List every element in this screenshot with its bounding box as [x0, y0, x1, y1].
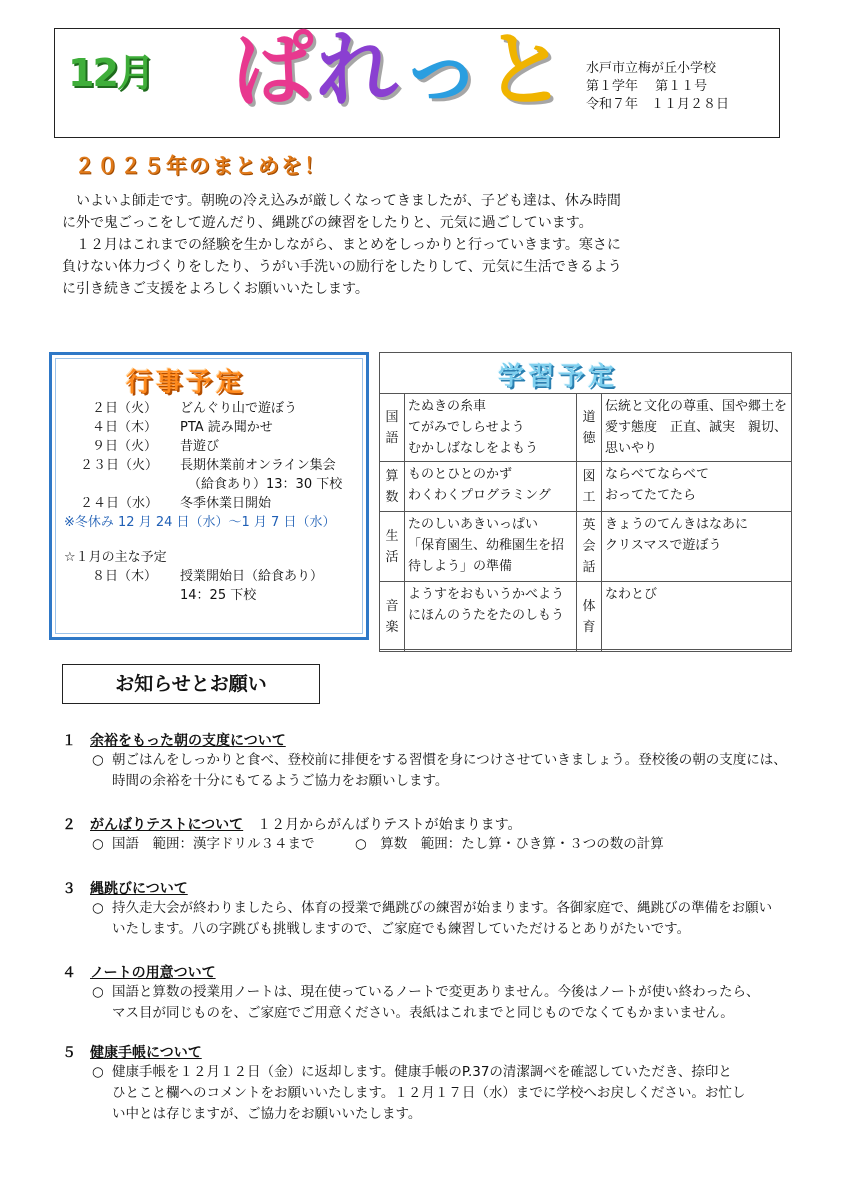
- event-text: 冬季休業日開始: [180, 496, 272, 511]
- content-cell: [602, 582, 792, 652]
- event-text: PTA 読み聞かせ: [180, 420, 273, 435]
- content-cell: [602, 512, 792, 582]
- content-line: てがみでしらせよう: [408, 420, 525, 435]
- summary-heading: ２０２５年のまとめを！: [74, 154, 327, 178]
- content-line: 伝統と文化の尊重、国や郷土を: [605, 399, 788, 414]
- content-line: 待しよう」の準備: [408, 559, 513, 574]
- event-date: ２３日（火）: [80, 458, 159, 473]
- notice-item-body: ○ 国語 範囲：漢字ドリル３４まで ○ 算数 範囲：たし算・ひき算・３つの数の計算: [92, 836, 664, 852]
- notice-line: 国語と算数の授業用ノートは、現在使っているノートで変更ありません。今後はノートが使い終わったら、: [112, 984, 760, 1000]
- newsletter-title: [232, 23, 569, 118]
- event-text: 14：25 下校: [180, 588, 257, 603]
- event-text: 昔遊び: [180, 439, 220, 454]
- event-date: ８日（木）: [92, 569, 158, 584]
- notices-heading: お知らせとお願い: [62, 664, 320, 704]
- notice-number: １: [62, 733, 76, 749]
- notice-line: マス目が同じものを、ご家庭でご用意ください。表紙はこれまでと同じものでなくてもかまいません。: [112, 1005, 734, 1021]
- notice-line: 健康手帳を１２月１２日（金）に返却します。健康手帳のP.37の清潔調べを確認していただき、捺印と: [112, 1064, 732, 1080]
- notice-line: い中とは存じますが、ご協力をお願いいたします。: [112, 1106, 422, 1122]
- notice-line: 持久走大会が終わりましたら、体育の授業で縄跳びの練習が始まります。各御家庭で、縄跳びの準備をお願い: [112, 900, 773, 916]
- notice-number: ３: [62, 881, 76, 897]
- event-date: ４日（木）: [92, 420, 158, 435]
- subject-cell: 音楽: [380, 582, 405, 652]
- content-line: たぬきの糸車: [408, 399, 487, 414]
- event-date: ２日（火）: [92, 401, 158, 416]
- title-char-1: ぱ: [232, 23, 317, 118]
- subject-cell: 道徳: [577, 394, 602, 462]
- learning-table: [379, 393, 792, 652]
- notice-number: ２: [62, 817, 76, 833]
- school-name: 水戸市立梅が丘小学校: [586, 61, 717, 76]
- content-line: ようすをおもいうかべよう: [408, 587, 565, 602]
- intro-line: に外で鬼ごっこをして遊んだり、縄跳びの練習をしたりと、元気に過ごしています。: [62, 215, 593, 231]
- event-date: ２４日（水）: [80, 496, 159, 511]
- notice-item-body: ○ 健康手帳を１２月１２日（金）に返却します。健康手帳のP.37の清潔調べを確認していただき、捺印と ひとこと欄へのコメントをお願いいたします。１２月１７日（水）までに学校へお戻しください。お忙し い中とは存じますが、ご協力をお願いいたします。: [92, 1062, 792, 1125]
- table-row: [380, 512, 792, 582]
- winter-break-note: ※冬休み 12 月 24 日（水）～1 月 7 日（水）: [64, 515, 336, 530]
- content-line: わくわくプログラミング: [408, 488, 551, 503]
- notice-line: 朝ごはんをしっかりと食べ、登校前に排便をする習慣を身につけさせていきましょう。登校後の朝の支度には、: [112, 752, 787, 768]
- learning-title: 学習予定: [498, 362, 619, 392]
- table-row: [380, 582, 792, 652]
- intro-line: いよいよ師走です。朝晩の冷え込みが厳しくなってきましたが、子ども達は、休み時間: [62, 193, 621, 209]
- content-cell: [405, 512, 577, 582]
- intro-line: １２月はこれまでの経験を生かしながら、まとめをしっかりと行っていきます。寒さに: [62, 237, 621, 253]
- content-line: なわとび: [605, 587, 658, 602]
- notice-number: ４: [62, 965, 76, 981]
- notice-title: 縄跳びについて: [90, 881, 188, 897]
- notice-item-body: ○ 持久走大会が終わりましたら、体育の授業で縄跳びの練習が始まります。各御家庭で、縄跳びの準備をお願い いたします。八の字跳びも挑戦しますので、ご家庭でも練習していただけるとありがたいです。: [92, 898, 792, 940]
- subject-cell: 国語: [380, 394, 405, 462]
- notice-item-heading: [62, 1042, 202, 1062]
- title-char-2: れ: [316, 23, 401, 118]
- content-cell: [405, 582, 577, 652]
- notice-item-heading: [62, 730, 286, 750]
- event-date: ９日（火）: [92, 439, 158, 454]
- school-info: [586, 60, 729, 114]
- subject-cell: 生活: [380, 512, 405, 582]
- content-line: ものとひとのかず: [408, 467, 513, 482]
- content-line: きょうのてんきはなあに: [605, 517, 749, 532]
- content-line: 「保育園生、幼稚園生を招: [408, 538, 565, 553]
- notice-item-heading: [62, 878, 188, 898]
- event-text: （給食あり）13：30 下校: [188, 477, 343, 492]
- content-line: にほんのうたをたのしもう: [408, 608, 565, 623]
- notice-item-body: ○ 朝ごはんをしっかりと食べ、登校前に排便をする習慣を身につけさせていきましょう。登校後の朝の支度には、 時間の余裕を十分にもてるようご協力をお願いします。: [92, 750, 792, 792]
- content-line: おってたてたら: [605, 488, 697, 503]
- intro-text: [62, 190, 662, 300]
- content-line: 思いやり: [605, 441, 658, 456]
- content-line: 愛す態度 正直、誠実 親切、: [605, 420, 788, 435]
- content-line: たのしいあきいっぱい: [408, 517, 539, 532]
- notice-line: 時間の余裕を十分にもてるようご協力をお願いします。: [112, 773, 449, 789]
- content-cell: [405, 462, 577, 512]
- notice-title: 余裕をもった朝の支度について: [90, 733, 286, 749]
- subject-cell: 図工: [577, 462, 602, 512]
- content-cell: [405, 394, 577, 462]
- notice-item-body: ○ 国語と算数の授業用ノートは、現在使っているノートで変更ありません。今後はノートが使い終わったら、 マス目が同じものを、ご家庭でご用意ください。表紙はこれまでと同じものでなくてもかまいません。: [92, 982, 792, 1024]
- content-cell: [602, 394, 792, 462]
- notice-title: ノートの用意ついて: [90, 965, 216, 981]
- intro-line: 負けない体力づくりをしたり、うがい手洗いの励行をしたりして、元気に生活できるよう: [62, 259, 622, 275]
- subject-cell: 体育: [577, 582, 602, 652]
- events-title: 行事予定: [126, 368, 247, 398]
- notice-title: がんばりテストについて: [90, 817, 244, 833]
- notice-extra: １２月からがんばりテストが始まります。: [243, 817, 522, 833]
- title-char-3: っ: [400, 23, 485, 118]
- title-char-4: と: [484, 23, 569, 118]
- issue-date: 令和７年 １１月２８日: [586, 97, 730, 112]
- event-text: 長期休業前オンライン集会: [180, 458, 336, 473]
- intro-line: に引き続きご支援をよろしくお願いいたします。: [62, 281, 369, 297]
- table-row: [380, 462, 792, 512]
- content-cell: [602, 462, 792, 512]
- content-line: クリスマスで遊ぼう: [605, 538, 722, 553]
- notice-line: ひとこと欄へのコメントをお願いいたします。１２月１７日（水）までに学校へお戻しください。お忙し: [112, 1085, 746, 1101]
- notice-item-heading: [62, 814, 522, 834]
- table-row: [380, 394, 792, 462]
- notice-number: ５: [62, 1045, 76, 1061]
- subject-cell: 算数: [380, 462, 405, 512]
- event-text: どんぐり山で遊ぼう: [180, 401, 298, 416]
- notice-title: 健康手帳について: [90, 1045, 202, 1061]
- month-label: 12月: [68, 51, 153, 95]
- grade-issue: 第１学年 第１１号: [586, 79, 708, 94]
- subject-cell: 英会話: [577, 512, 602, 582]
- notice-item-heading: [62, 962, 216, 982]
- content-line: むかしばなしをよもう: [408, 441, 539, 456]
- content-line: ならべてならべて: [605, 467, 710, 482]
- notice-line: 国語 範囲：漢字ドリル３４まで ○ 算数 範囲：たし算・ひき算・３つの数の計算: [112, 836, 664, 852]
- january-heading: ☆１月の主な予定: [64, 550, 167, 565]
- event-text: 授業開始日（給食あり）: [180, 569, 324, 584]
- notice-line: いたします。八の字跳びも挑戦しますので、ご家庭でも練習していただけるとありがたいです。: [112, 921, 691, 937]
